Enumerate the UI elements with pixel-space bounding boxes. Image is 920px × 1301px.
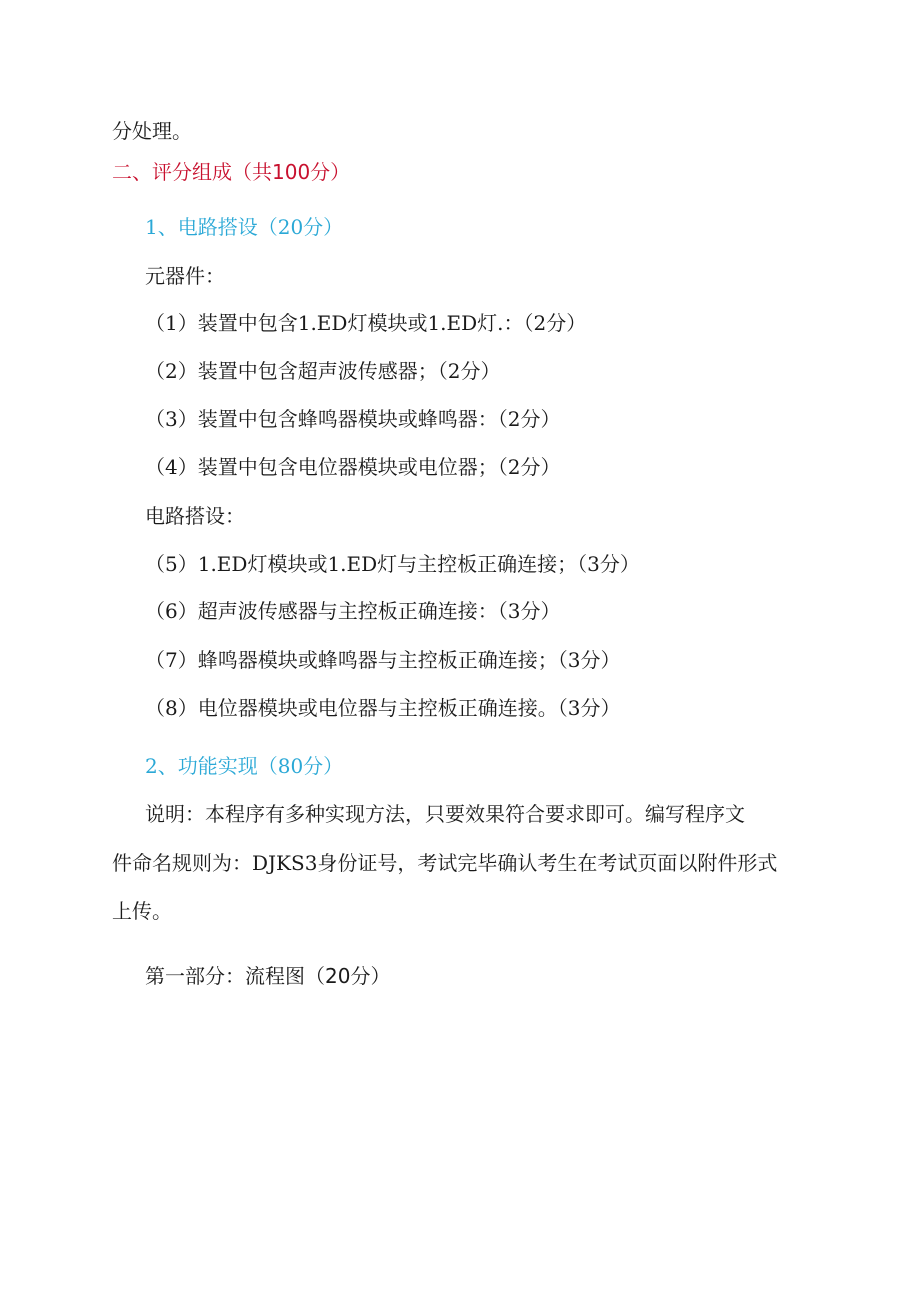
continuation-text: 分处理。 <box>112 119 192 143</box>
subheading-function-implementation: 2、功能实现（80分） <box>145 754 344 778</box>
subheading-circuit-setup: 1、电路搭设（20分） <box>145 215 344 239</box>
circuit-setup-label: 电路搭设： <box>145 504 245 528</box>
description-line-3: 上传。 <box>112 899 172 923</box>
scoring-item-6: （6）超声波传感器与主控板正确连接：（3分） <box>145 599 561 623</box>
part1-heading-flowchart: 第一部分：流程图（20分） <box>145 964 391 988</box>
description-line-1: 说明：本程序有多种实现方法，只要效果符合要求即可。编写程序文 <box>145 802 745 826</box>
components-label: 元器件： <box>145 264 225 288</box>
scoring-item-8: （8）电位器模块或电位器与主控板正确连接。（3分） <box>145 696 621 720</box>
scoring-item-7: （7）蜂鸣器模块或蜂鸣器与主控板正确连接；（3分） <box>145 648 621 672</box>
scoring-item-2: （2）装置中包含超声波传感器；（2分） <box>145 359 501 383</box>
section-heading-scoring: 二、评分组成（共100分） <box>112 160 351 184</box>
scoring-item-3: （3）装置中包含蜂鸣器模块或蜂鸣器：（2分） <box>145 407 561 431</box>
description-line-2: 件命名规则为：DJKS3身份证号，考试完毕确认考生在考试页面以附件形式 <box>112 851 778 875</box>
scoring-item-1: （1）装置中包含1.ED灯模块或1.ED灯.：（2分） <box>145 311 587 335</box>
scoring-item-5: （5）1.ED灯模块或1.ED灯与主控板正确连接；（3分） <box>145 552 640 576</box>
scoring-item-4: （4）装置中包含电位器模块或电位器；（2分） <box>145 455 561 479</box>
